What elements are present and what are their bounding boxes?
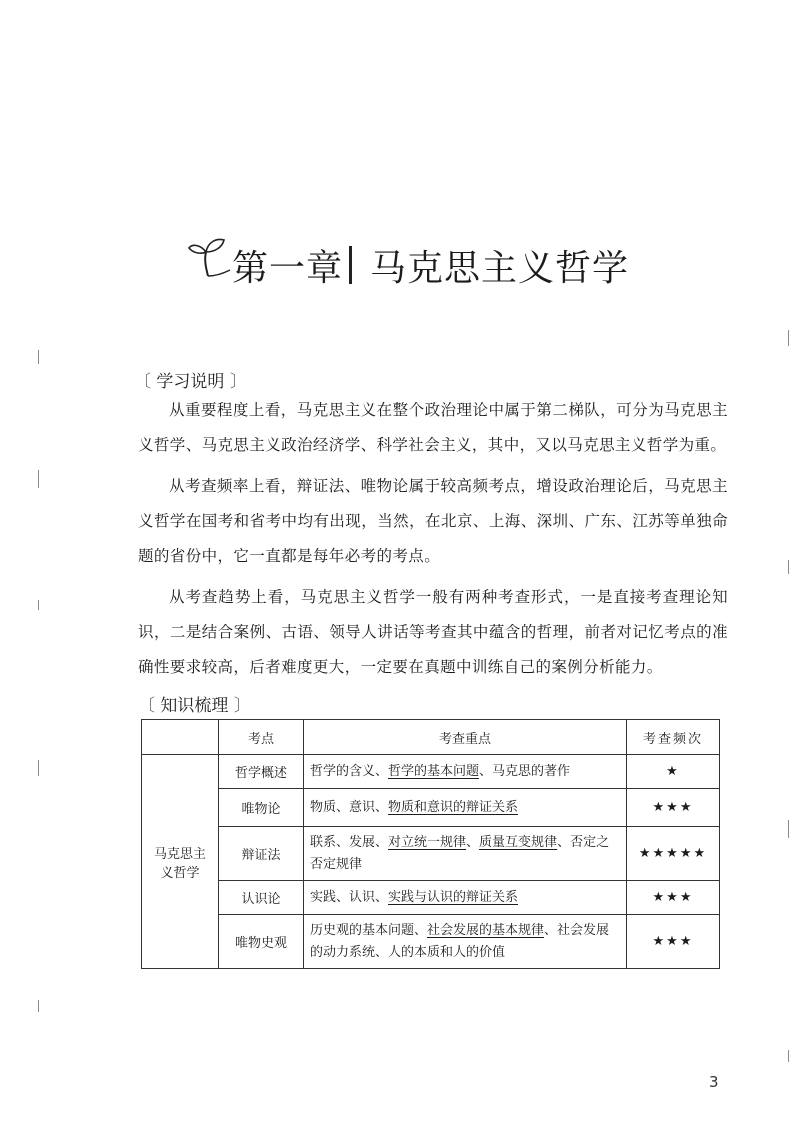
header-frequency: 考查频次: [627, 720, 720, 755]
frequency-stars: ★★★: [627, 915, 720, 969]
scan-edge-mark: [788, 820, 789, 838]
key-point-text: 实践、认识、: [310, 889, 389, 905]
knowledge-table: [141, 719, 720, 969]
key-point-emphasis: 质量互变规律: [479, 834, 558, 850]
key-point-emphasis: 哲学的基本问题: [388, 763, 480, 779]
chapter-label: 第一章: [232, 248, 344, 289]
topic-cell: 唯物史观: [219, 915, 304, 969]
table-row: [142, 827, 720, 881]
key-point-text: 、马克思的著作: [479, 763, 571, 779]
topic-cell: 辩证法: [219, 827, 304, 881]
key-point-emphasis: 物质和意识的辩证关系: [388, 799, 519, 815]
topic-cell: 唯物论: [219, 789, 304, 827]
heading-bracket-close: 〕: [233, 696, 251, 716]
topic-cell: 认识论: [219, 881, 304, 915]
frequency-stars: ★★★: [627, 789, 720, 827]
study-notes-body: [138, 393, 728, 691]
study-notes-paragraph: 从重要程度上看，马克思主义在整个政治理论中属于第二梯队，可分为马克思主义哲学、马克思主义政治经济学、科学社会主义，其中，又以马克思主义哲学为重。: [138, 401, 728, 454]
key-points-cell: [304, 827, 627, 881]
frequency-stars: ★: [627, 755, 720, 789]
study-notes-paragraph: 从考查趋势上看，马克思主义哲学一般有两种考查形式，一是直接考查理论知识，二是结合案例、古语、领导人讲话等考查其中蕴含的哲理，前者对记忆考点的准确性要求较高，后者难度更大，一定要在真题中训练自己的案例分析能力。: [138, 588, 728, 676]
frequency-stars: ★★★★★: [627, 827, 720, 881]
heading-bracket-open: 〔: [134, 372, 151, 392]
header-key-points: 考查重点: [304, 720, 627, 755]
study-notes-heading-text: 学习说明: [156, 372, 225, 392]
header-topic: 考点: [219, 720, 304, 755]
knowledge-heading-text: 知识梳理: [160, 696, 229, 716]
study-notes-heading: [134, 367, 247, 392]
page-number: 3: [709, 1073, 719, 1091]
key-point-text: 历史观的基本问题、: [310, 922, 428, 938]
scan-edge-mark: [38, 470, 39, 488]
knowledge-heading: [138, 691, 251, 716]
table-row: [142, 789, 720, 827]
study-notes-paragraph: 从考查频率上看，辩证法、唯物论属于较高频考点，增设政治理论后，马克思主义哲学在国考和省考中均有出现，当然，在北京、上海、深圳、广东、江苏等单独命题的省份中，它一直都是每年必考的考点。: [138, 477, 728, 565]
scan-edge-mark: [788, 330, 789, 346]
header-category: [142, 720, 219, 755]
key-point-text: 、否定之否定规律: [310, 834, 610, 872]
key-point-emphasis: 实践与认识的辩证关系: [388, 889, 519, 905]
scan-edge-mark: [38, 600, 39, 610]
table-row: [142, 881, 720, 915]
key-point-text: 联系、发展、: [310, 834, 389, 850]
key-points-cell: [304, 881, 627, 915]
topic-cell: 哲学概述: [219, 755, 304, 789]
scan-edge-mark: [38, 350, 39, 364]
table-header-row: [142, 720, 720, 755]
key-points-cell: [304, 915, 627, 969]
key-points-cell: [304, 789, 627, 827]
key-point-emphasis: 对立统一规律: [388, 834, 467, 850]
sprout-icon: [186, 234, 232, 278]
key-point-text: 、社会发展的动力系统、人的本质和人的价值: [310, 922, 610, 960]
scan-edge-mark: [788, 560, 789, 574]
key-point-emphasis: 社会发展的基本规律: [427, 922, 545, 938]
heading-bracket-open: 〔: [138, 696, 155, 716]
key-points-cell: [304, 755, 627, 789]
chapter-title: [186, 232, 630, 292]
key-point-text: 物质、意识、: [310, 799, 389, 815]
frequency-stars: ★★★: [627, 881, 720, 915]
scan-edge-mark: [38, 1000, 39, 1012]
table-row: [142, 915, 720, 969]
table-row: [142, 755, 720, 789]
chapter-name: 马克思主义哲学: [370, 248, 630, 289]
heading-bracket-close: 〕: [229, 372, 247, 392]
scan-edge-mark: [788, 1050, 789, 1062]
key-point-text: 、: [466, 834, 480, 850]
key-point-text: 哲学的含义、: [310, 763, 389, 779]
scan-edge-mark: [38, 760, 39, 776]
title-divider: [349, 246, 352, 284]
category-cell: 马克思主义哲学: [142, 755, 219, 969]
